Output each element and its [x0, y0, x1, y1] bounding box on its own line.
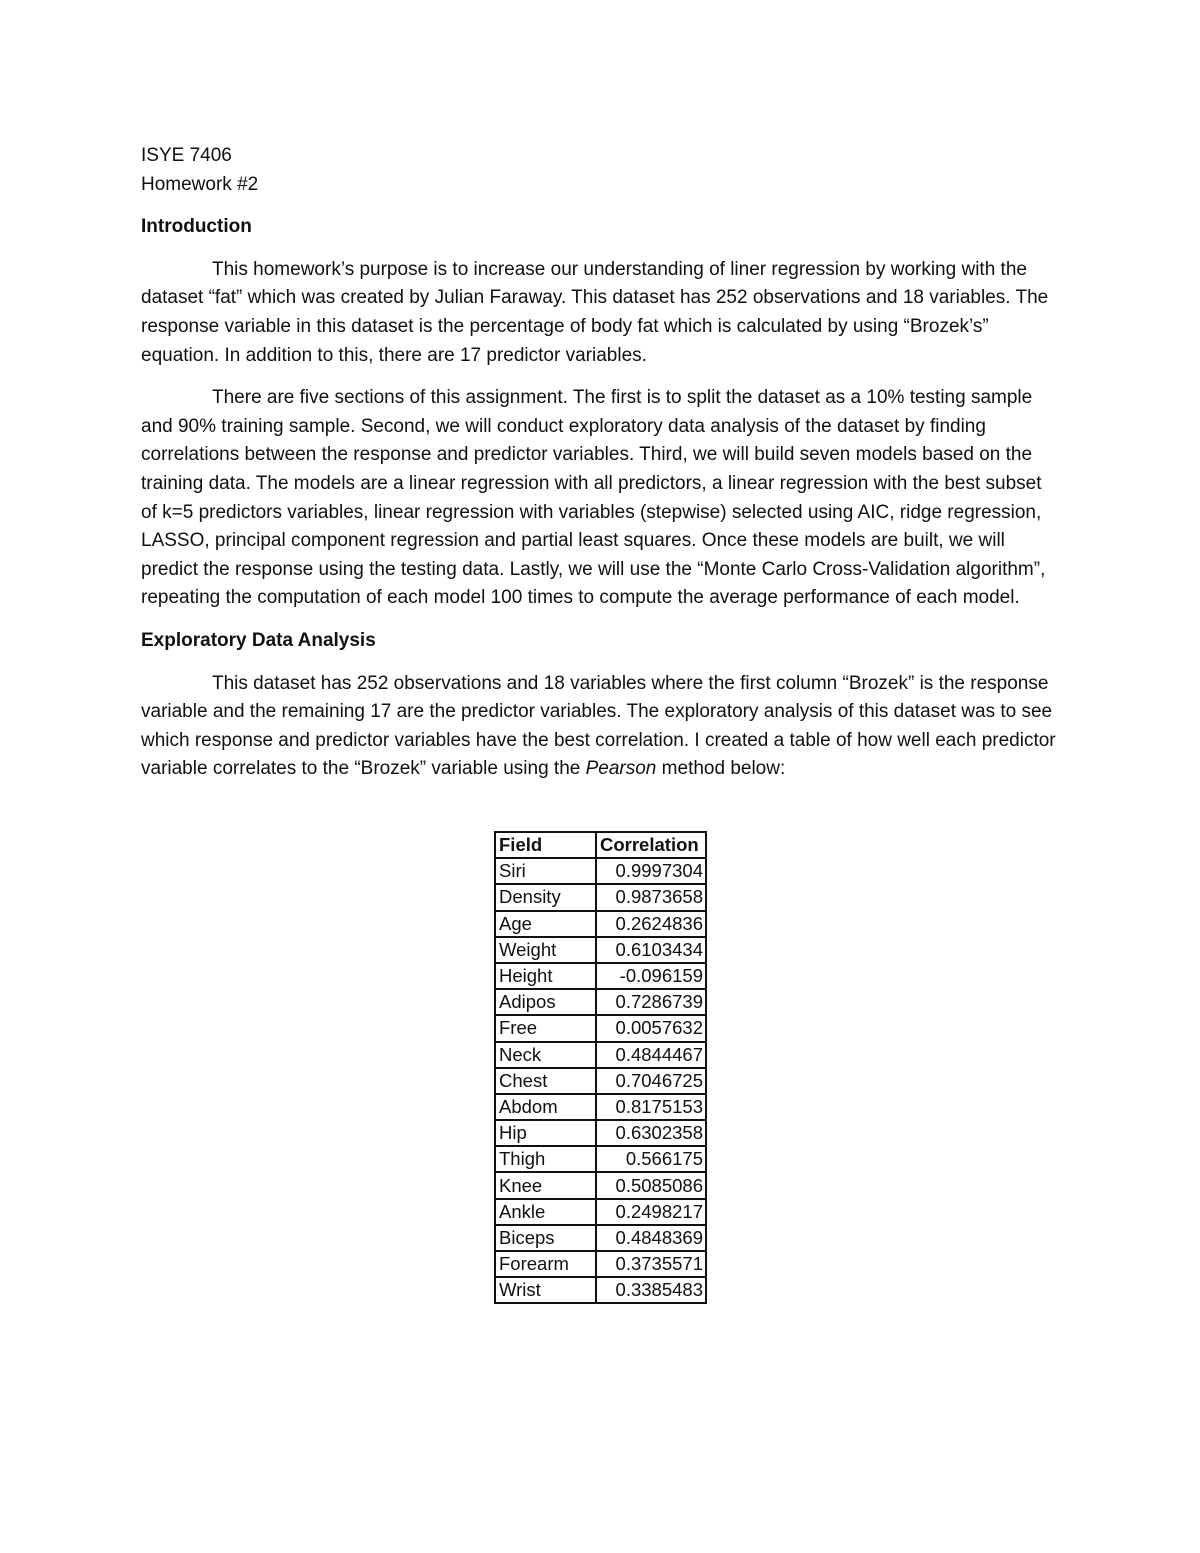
- introduction-paragraph-2: There are five sections of this assignment. The first is to split the dataset as a 10% testing sample and 90% training sample. Second, we will conduct exploratory data analysis of the dataset by finding correlations between the response and predictor variables. Third, we will build seven models based on the training data. The models are a linear regression with all predictors, a linear regression with the best subset of k=5 predictors variables, linear regression with variables (stepwise) selected using AIC, ridge regression, LASSO, principal component regression and partial least squares. Once these models are built, we will predict the response using the testing data. Lastly, we will use the “Monte Carlo Cross-Validation algorithm”, repeating the computation of each model 100 times to compute the average performance of each model.: [141, 387, 1046, 609]
- correlation-table-body: [495, 858, 706, 1303]
- eda-paragraph-text: This dataset has 252 observations and 18 variables where the first column “Brozek” is the response variable and the remaining 17 are the predictor variables. The exploratory analysis of this dataset was to see which response and predictor variables have the best correlation. I created a table of how well each predictor variable correlates to the “Brozek” variable using the: [141, 672, 1056, 780]
- table-row: [495, 1277, 706, 1303]
- table-row: [495, 937, 706, 963]
- table-cell-correlation: 0.6302358: [596, 1120, 706, 1146]
- eda-heading: Exploratory Data Analysis: [141, 629, 376, 651]
- table-cell-correlation: 0.7286739: [596, 989, 706, 1015]
- table-cell-field: Density: [495, 884, 596, 910]
- correlation-table: [494, 831, 707, 1304]
- table-row: [495, 1120, 706, 1146]
- table-cell-correlation: 0.3735571: [596, 1251, 706, 1277]
- table-row: [495, 858, 706, 884]
- table-row: [495, 1251, 706, 1277]
- document-page: [141, 142, 1061, 784]
- table-cell-field: Weight: [495, 937, 596, 963]
- table-row: [495, 963, 706, 989]
- table-cell-correlation: 0.4844467: [596, 1042, 706, 1068]
- table-cell-correlation: 0.9997304: [596, 858, 706, 884]
- table-cell-field: Height: [495, 963, 596, 989]
- table-cell-field: Forearm: [495, 1251, 596, 1277]
- table-cell-correlation: 0.2498217: [596, 1199, 706, 1225]
- eda-paragraph: [141, 670, 1061, 784]
- introduction-heading: Introduction: [141, 216, 252, 238]
- table-row: [495, 911, 706, 937]
- correlation-table-wrap: [494, 831, 707, 1304]
- table-row: [495, 1094, 706, 1120]
- table-cell-field: Knee: [495, 1172, 596, 1198]
- table-cell-field: Siri: [495, 858, 596, 884]
- table-row: [495, 1042, 706, 1068]
- table-row: [495, 1172, 706, 1198]
- table-row: [495, 1199, 706, 1225]
- table-cell-correlation: 0.0057632: [596, 1015, 706, 1041]
- table-row: [495, 989, 706, 1015]
- table-cell-correlation: -0.096159: [596, 963, 706, 989]
- table-header-row: [495, 832, 706, 858]
- table-cell-correlation: 0.4848369: [596, 1225, 706, 1251]
- table-cell-field: Biceps: [495, 1225, 596, 1251]
- course-title: ISYE 7406: [141, 145, 232, 166]
- table-cell-correlation: 0.3385483: [596, 1277, 706, 1303]
- table-cell-field: Wrist: [495, 1277, 596, 1303]
- table-cell-field: Thigh: [495, 1146, 596, 1172]
- eda-method-name: Pearson: [585, 758, 657, 780]
- table-cell-field: Ankle: [495, 1199, 596, 1225]
- table-cell-correlation: 0.5085086: [596, 1172, 706, 1198]
- table-cell-field: Age: [495, 911, 596, 937]
- table-cell-field: Neck: [495, 1042, 596, 1068]
- table-cell-correlation: 0.9873658: [596, 884, 706, 910]
- table-cell-field: Hip: [495, 1120, 596, 1146]
- table-cell-field: Abdom: [495, 1094, 596, 1120]
- table-row: [495, 1015, 706, 1041]
- introduction-paragraph-1: This homework’s purpose is to increase our understanding of liner regression by working with the dataset “fat” which was created by Julian Faraway. This dataset has 252 observations and 18 variables. The response variable in this dataset is the percentage of body fat which is calculated by using “Brozek’s” equation. In addition to this, there are 17 predictor variables.: [141, 258, 1049, 366]
- table-cell-correlation: 0.7046725: [596, 1068, 706, 1094]
- table-row: [495, 884, 706, 910]
- table-cell-correlation: 0.2624836: [596, 911, 706, 937]
- table-row: [495, 1225, 706, 1251]
- table-cell-correlation: 0.566175: [596, 1146, 706, 1172]
- table-cell-correlation: 0.6103434: [596, 937, 706, 963]
- header-field: Field: [495, 832, 596, 858]
- assignment-title: Homework #2: [141, 173, 259, 195]
- header-correlation: Correlation: [596, 832, 706, 858]
- table-cell-correlation: 0.8175153: [596, 1094, 706, 1120]
- eda-paragraph-tail: method below:: [656, 758, 786, 780]
- table-row: [495, 1146, 706, 1172]
- table-row: [495, 1068, 706, 1094]
- table-cell-field: Chest: [495, 1068, 596, 1094]
- table-cell-field: Adipos: [495, 989, 596, 1015]
- table-cell-field: Free: [495, 1015, 596, 1041]
